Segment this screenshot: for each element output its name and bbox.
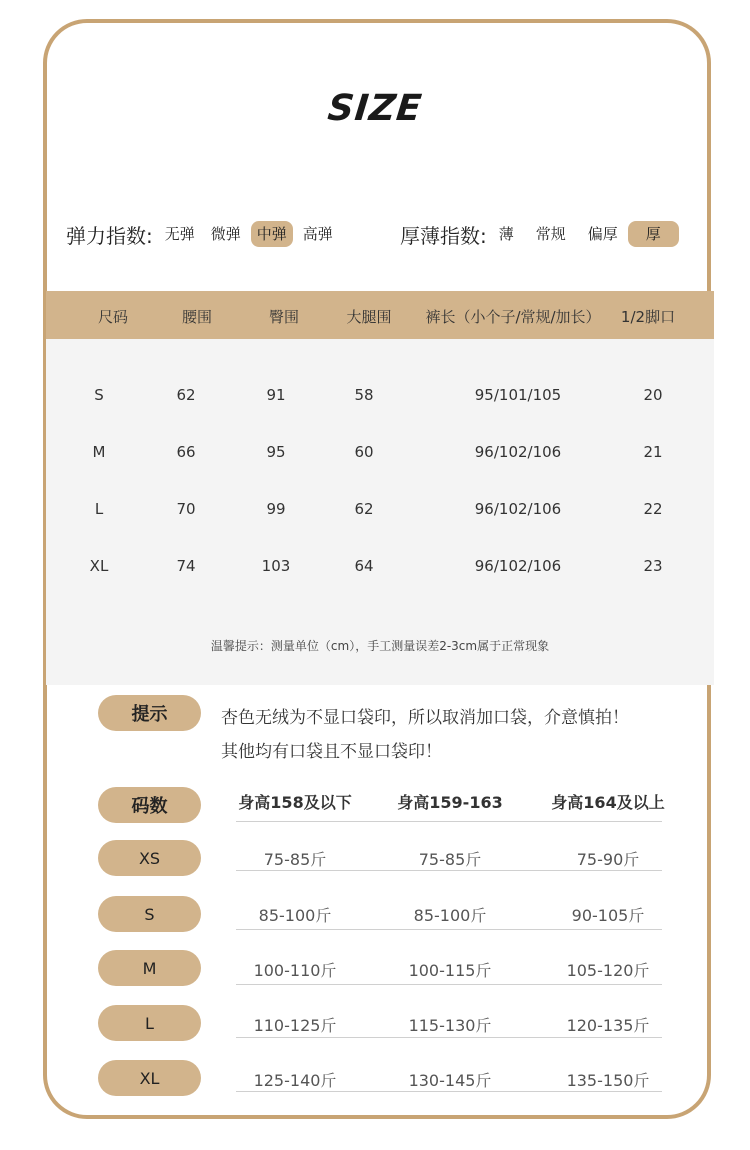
table-cell: 23 bbox=[643, 557, 663, 575]
elasticity-option-medium: 中弹 bbox=[251, 221, 293, 247]
table-cell: 96/102/106 bbox=[474, 443, 562, 461]
divider bbox=[236, 929, 662, 930]
header-size: 尺码 bbox=[97, 308, 129, 326]
table-cell: 135-150斤 bbox=[566, 1071, 650, 1090]
table-cell: M bbox=[92, 443, 106, 461]
size-badge-l: L bbox=[98, 1005, 201, 1041]
thickness-option-regular: 常规 bbox=[535, 225, 566, 243]
table-cell: 60 bbox=[354, 443, 374, 461]
table-cell: 85-100斤 bbox=[258, 906, 332, 925]
table-cell: 58 bbox=[354, 386, 374, 404]
table-cell: 75-85斤 bbox=[418, 850, 482, 869]
header-height-159-163: 身高159-163 bbox=[397, 793, 503, 812]
table-cell: 95 bbox=[266, 443, 286, 461]
header-height-164: 身高164及以上 bbox=[551, 793, 665, 812]
header-thigh: 大腿围 bbox=[346, 308, 392, 326]
tip-line-2: 其他均有口袋且不显口袋印！ bbox=[221, 742, 442, 762]
table-cell: 70 bbox=[176, 500, 196, 518]
table-cell: 66 bbox=[176, 443, 196, 461]
table-cell: 130-145斤 bbox=[408, 1071, 492, 1090]
thickness-label: 厚薄指数: bbox=[400, 223, 487, 248]
table-cell: XL bbox=[89, 557, 109, 575]
table-cell: 64 bbox=[354, 557, 374, 575]
table-cell: 120-135斤 bbox=[566, 1016, 650, 1035]
table-cell: 110-125斤 bbox=[253, 1016, 337, 1035]
table-cell: 22 bbox=[643, 500, 663, 518]
size-table-body bbox=[46, 339, 714, 685]
measurement-note: 温馨提示：测量单位（cm），手工测量误差2-3cm属于正常现象 bbox=[210, 639, 550, 653]
table-cell: 103 bbox=[261, 557, 291, 575]
table-cell: L bbox=[94, 500, 104, 518]
table-cell: 95/101/105 bbox=[474, 386, 562, 404]
size-code-badge: 码数 bbox=[98, 787, 201, 823]
table-cell: 21 bbox=[643, 443, 663, 461]
table-cell: 115-130斤 bbox=[408, 1016, 492, 1035]
thickness-option-slightly-thick: 偏厚 bbox=[587, 225, 618, 243]
table-cell: 85-100斤 bbox=[413, 906, 487, 925]
table-cell: 75-85斤 bbox=[263, 850, 327, 869]
table-cell: 125-140斤 bbox=[253, 1071, 337, 1090]
table-cell: 75-90斤 bbox=[576, 850, 640, 869]
elasticity-index bbox=[66, 218, 343, 250]
divider bbox=[236, 821, 662, 822]
size-table-header bbox=[46, 291, 714, 339]
table-cell: 91 bbox=[266, 386, 286, 404]
elasticity-option-slight: 微弹 bbox=[210, 225, 241, 243]
elasticity-option-high: 高弹 bbox=[302, 225, 333, 243]
header-hip: 臀围 bbox=[268, 308, 300, 326]
thickness-option-thick: 厚 bbox=[628, 221, 679, 247]
table-cell: 99 bbox=[266, 500, 286, 518]
thickness-index bbox=[400, 218, 683, 250]
elasticity-option-none: 无弹 bbox=[164, 225, 195, 243]
table-cell: 62 bbox=[354, 500, 374, 518]
elasticity-label: 弹力指数: bbox=[66, 223, 153, 248]
table-cell: 96/102/106 bbox=[474, 500, 562, 518]
table-cell: 96/102/106 bbox=[474, 557, 562, 575]
header-waist: 腰围 bbox=[181, 308, 213, 326]
table-cell: 100-115斤 bbox=[408, 961, 492, 980]
size-badge-s: S bbox=[98, 896, 201, 932]
size-badge-xl: XL bbox=[98, 1060, 201, 1096]
table-cell: 20 bbox=[643, 386, 663, 404]
table-cell: 100-110斤 bbox=[253, 961, 337, 980]
table-cell: 90-105斤 bbox=[571, 906, 645, 925]
page-title: SIZE bbox=[325, 88, 425, 129]
table-cell: S bbox=[94, 386, 104, 404]
size-badge-m: M bbox=[98, 950, 201, 986]
table-cell: 74 bbox=[176, 557, 196, 575]
table-cell: 62 bbox=[176, 386, 196, 404]
divider bbox=[236, 1091, 662, 1092]
tip-line-1: 杏色无绒为不显口袋印，所以取消加口袋，介意慎拍！ bbox=[221, 708, 629, 728]
size-badge-xs: XS bbox=[98, 840, 201, 876]
header-leg-opening: 1/2脚口 bbox=[620, 308, 676, 326]
header-height-158: 身高158及以下 bbox=[238, 793, 352, 812]
divider bbox=[236, 870, 662, 871]
header-length: 裤长（小个子/常规/加长） bbox=[425, 308, 601, 326]
thickness-option-thin: 薄 bbox=[498, 225, 514, 243]
divider bbox=[236, 1037, 662, 1038]
tip-badge: 提示 bbox=[98, 695, 201, 731]
divider bbox=[236, 984, 662, 985]
table-cell: 105-120斤 bbox=[566, 961, 650, 980]
